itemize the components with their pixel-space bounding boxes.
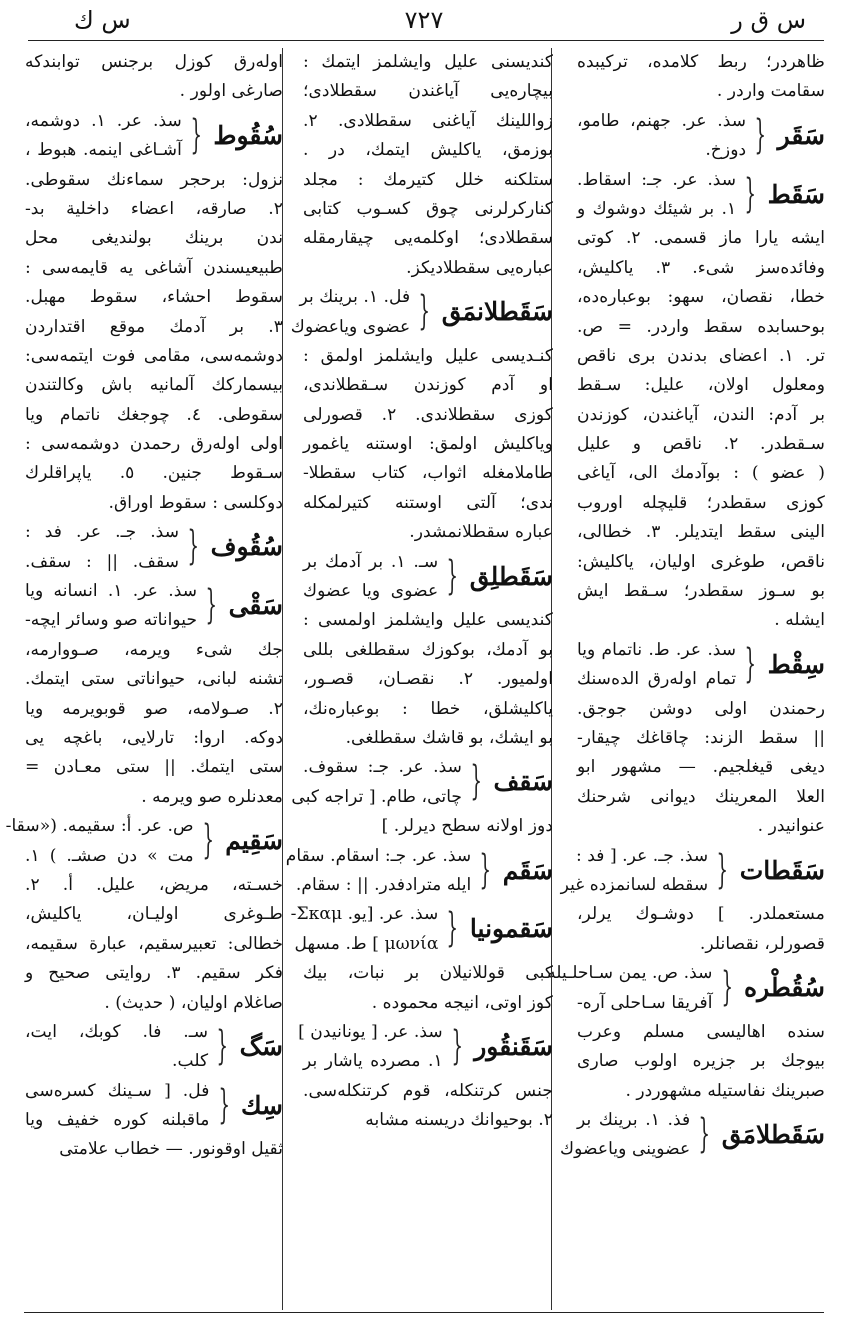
text-line: كنـديسی عليل وايشلمز اولمق : <box>303 345 553 366</box>
brace-mark: { <box>698 1111 711 1158</box>
dictionary-entry <box>577 636 825 695</box>
headword: سَقْی <box>228 591 283 621</box>
brace-mark: { <box>720 964 733 1011</box>
text-line: بيوجك بر جزيره اولوب صاری <box>577 1051 825 1072</box>
dictionary-entry <box>547 959 825 1018</box>
definition-line: سذ. عر. جـ: اسقاط. <box>577 169 737 190</box>
text-line: ٢. صـولامه، صو قوبويرمه ويا <box>25 698 283 719</box>
definition-line: فل. ١. برينك بر <box>299 287 411 308</box>
headword: سَقَنقُور <box>474 1031 553 1061</box>
text-line: نزول: برحجر سماءنك سقوطی. <box>25 169 283 190</box>
dictionary-entry <box>559 1106 825 1165</box>
headword: سَقَر <box>777 120 825 150</box>
text-line: صاغلام اوليان، ( حديث) . <box>104 992 283 1013</box>
entry-definition <box>560 842 709 901</box>
brace-mark: { <box>446 552 459 599</box>
text-line: ندن برينك بولنديغی محل <box>25 228 283 249</box>
definition-line: سذ. عر. جـ: سقوف. <box>303 757 463 778</box>
definition-line: سذ. عر. [ يونانيدن ] <box>298 1021 443 1042</box>
dictionary-entry <box>5 812 283 871</box>
definition-line: دوزخ. <box>705 140 747 161</box>
text-line: بر آدم: الندن، آياغندن، كوزندن <box>577 404 825 425</box>
entry-definition <box>25 1077 210 1136</box>
text-line: ناقص، طوغری اوليان، ياكليش: <box>577 551 825 572</box>
definition-line: فذ. ١. برينك بر <box>577 1110 691 1131</box>
text-line: طبيعيسندن آشاغی يه قايمه‌سی : <box>25 257 283 278</box>
definition-line: سذ. ص. يمن سـاحلـيله <box>547 963 713 984</box>
entry-definition <box>298 1018 443 1077</box>
text-line: عبارەيی سقطلاديكز. <box>406 257 553 278</box>
text-line: كناركرلرنی چوق كسـوب كتابی <box>303 198 553 219</box>
entry-definition <box>290 283 411 342</box>
entry-definition <box>577 107 746 166</box>
brace-mark: { <box>190 111 202 158</box>
entry-definition <box>25 1018 208 1077</box>
headword: سَقمونيا <box>469 914 553 944</box>
entry-definition <box>290 900 439 959</box>
headword: سَقَطات <box>739 855 825 885</box>
definition-line: ايله مترادفدر. || : سقام. <box>295 874 472 895</box>
text-line: بو سـوز سقطدر؛ سـقط ايش <box>577 581 825 602</box>
dictionary-entry <box>25 1018 283 1077</box>
definition-line: سقف. || : سقف. <box>25 551 180 572</box>
text-line: فكر سقيم. ٣. روايتی صحيح و <box>25 963 283 984</box>
text-line: خسـته، مريض، عليل. أ. ٢. <box>25 874 283 895</box>
text-line: بو ايشك، بو قاشك سقطلغی. <box>345 727 553 748</box>
definition-line: كلب. <box>172 1051 209 1072</box>
text-line: خطالی: تعبيرسقيم، عبارة سقيمه، <box>25 933 283 954</box>
definition-line: مت » دن صشـ. ) ١. <box>25 845 194 866</box>
text-line: جك شیء ويرمه، صـووارمه، <box>25 639 283 660</box>
text-line: طـوغری اوليـان، ياكليش، <box>25 904 283 925</box>
definition-line: سذ. جـ. عر. [ فد : <box>576 845 709 866</box>
brace-mark: { <box>418 288 431 335</box>
text-line: زواللينك آياغنی سقطلادی. ٢. <box>303 110 553 131</box>
brace-mark: { <box>446 905 459 952</box>
headword: سَقَط <box>767 179 825 209</box>
dictionary-entry <box>291 753 553 812</box>
headword: سَقَم <box>502 855 553 885</box>
text-line: معدنلره صو ويرمه . <box>141 786 283 807</box>
headword: سِك <box>240 1090 283 1120</box>
header-rule <box>28 40 824 41</box>
text-line: كبی قوللانيلان بر نبات، بيك <box>303 963 553 984</box>
definition-line: ١. بر شيئك دوشوك و <box>577 198 737 219</box>
text-line: وفائده‌سز شیء. ٣. ياكليش، <box>577 257 825 278</box>
brace-mark: { <box>216 1022 229 1069</box>
text-line: الينی سقط ايتديلر. ٣. خطالی، <box>577 522 825 543</box>
headword: سُقُوط <box>213 120 283 150</box>
definition-line: سذ. جـ. عر. فد : <box>25 522 180 543</box>
definition-line: حيواناته صو وسائر ايچه- <box>25 610 198 631</box>
brace-mark: { <box>754 111 767 158</box>
text-line: سنده اهاليسی مسلم وعرب <box>577 1021 825 1042</box>
definition-line: ١. مصرده ياشار بر <box>303 1051 443 1072</box>
text-line: ندی؛ آلتی اوستنه كتيرلمكله <box>303 492 553 513</box>
dictionary-entry <box>290 283 553 342</box>
column-right <box>547 48 825 1310</box>
brace-mark: { <box>205 582 218 629</box>
column-left <box>5 48 283 1310</box>
headword: سُقُوف <box>210 532 283 562</box>
text-line: ايشله . <box>774 610 825 631</box>
text-line: دوكه. اروا: تارلايی، باغچه يی <box>25 727 283 748</box>
brace-mark: { <box>202 817 214 864</box>
entry-definition <box>577 636 736 695</box>
dictionary-entry <box>25 577 283 636</box>
headword: سَقف <box>493 767 553 797</box>
text-line: ٢. صارقه، اعضاء داخلية بد- <box>25 198 283 219</box>
text-line: بوحسابده سقط واردر. = ص. <box>577 316 825 337</box>
entry-definition <box>559 1106 691 1165</box>
headword: سَقِيم <box>225 826 283 856</box>
text-line: كنديسنی عليل وايشلمز ايتمك : <box>303 52 553 72</box>
brace-mark: { <box>716 846 729 893</box>
definition-line: μωνία ] ط. مسهل <box>294 933 439 954</box>
definition-line: عضوينی وياعضوك <box>559 1139 691 1160</box>
text-line: تر. ١. اعضای بدندن بری ناقص <box>577 345 825 366</box>
brace-mark: { <box>451 1022 463 1069</box>
definition-line: عضوی وياعضوك <box>290 316 411 337</box>
text-line: ثقيل اوقونور. — خطاب علامتی <box>59 1139 283 1160</box>
text-line: ٢. بوحيوانك دريسنه مشابه <box>365 1110 553 1131</box>
text-line: || سقط الزند: چاقاغك چيقار- <box>577 727 825 748</box>
text-line: دوز اولانه سطح ديرلر. ] <box>381 816 553 837</box>
entry-definition <box>25 518 179 577</box>
text-line: عنوانيدر . <box>757 816 825 837</box>
text-line: دوكلسی : سقوط اوراق. <box>108 492 283 513</box>
definition-line: سذ. عر. [يو. Σκαμ- <box>290 904 439 925</box>
text-line: ستلكنه خلل كتيرمك : مجلد <box>303 169 553 190</box>
definition-line: سـ. فا. كوبك، ايت، <box>25 1021 209 1042</box>
headword: سَگ <box>239 1031 283 1061</box>
page-header <box>28 6 820 40</box>
dictionary-entry <box>25 1077 283 1136</box>
text-line: سقطلادی؛ اوكلمەيی چيقارمقله <box>303 228 553 249</box>
text-line: ديغی قيغلجيم. — مشهور ابو <box>577 757 825 778</box>
text-line: كنديسی عليل وايشلمز اولمسی : <box>303 610 553 631</box>
entry-definition <box>25 107 182 166</box>
dictionary-entry <box>303 548 553 607</box>
text-line: اولميور. ٢. نقصـان، قصـور، <box>303 669 553 690</box>
text-line: ايشه يارا ماز قسمی. ٢. كوتی <box>577 228 825 249</box>
definition-line: چاتی، طام. [ تراجه كبی <box>291 786 463 807</box>
headword: سَقَطلانمَق <box>441 297 553 327</box>
definition-line: عضوی ويا عضوك <box>303 581 439 602</box>
text-line: سقوط احشاء، سقوط مهبل. <box>25 287 283 308</box>
entry-definition <box>5 812 194 871</box>
dictionary-entry <box>25 107 283 166</box>
text-line: طاملامغله اثواب، كتاب سقطلا- <box>303 463 553 484</box>
text-line: صارغی اولور . <box>179 81 283 102</box>
text-line: سقامت واردر . <box>716 81 825 102</box>
text-line: جنس كرتنكله، قوم كرتنكله‌سی. <box>303 1080 553 1101</box>
headword: سُقُطْره <box>744 973 825 1003</box>
definition-line: سذ. عر. جهنم، طامو، <box>577 110 747 131</box>
dictionary-entry <box>577 107 825 166</box>
page-number: ٧٢٧ <box>404 6 444 34</box>
definition-line: آفريقا سـاحلی آره- <box>577 992 713 1013</box>
entry-definition <box>303 548 438 607</box>
definition-line: تمام اولەرق الدەسنك <box>577 669 737 690</box>
definition-line: آشـاغی اينمه. هبوط ، <box>25 140 182 161</box>
definition-line: سـ. ١. بر آدمك بر <box>303 551 439 572</box>
text-line: صبرينك نفاستيله مشهوردر . <box>625 1080 825 1101</box>
header-right-guide-letters: س ق ر <box>731 6 806 34</box>
column-middle <box>285 48 553 1310</box>
dictionary-entry <box>25 518 283 577</box>
definition-line: سذ. عر. ١. دوشمه، <box>25 110 182 131</box>
text-line: سـقوط جنين. ٥. ياپراقلرك <box>25 463 283 484</box>
header-left-guide-letters: س ك <box>74 6 131 34</box>
text-line: بو آدمك، بوكوزك سقطلغی بللی <box>303 639 553 660</box>
definition-line: ص. عر. أ: سقيمه. («سقا- <box>5 816 194 837</box>
brace-mark: { <box>744 640 757 687</box>
entry-definition <box>285 842 472 901</box>
text-line: مستعملدر. ] دوشـوك يرلر، <box>577 904 825 925</box>
text-line: كوز اوتی، انيجه محموده . <box>371 992 553 1013</box>
text-line: ظاهردر؛ ربط كلامده، تركيبده <box>577 52 825 72</box>
dictionary-entry <box>298 1018 553 1077</box>
brace-mark: { <box>470 758 482 805</box>
text-line: دوشمه‌سی، مقامی فوت ايتمه‌سی: <box>25 345 283 366</box>
text-line: ٣. بر آدمك موقع اقتداردن <box>25 316 283 337</box>
headword: سِقْط <box>767 649 825 679</box>
brace-mark: { <box>187 523 200 570</box>
brace-mark: { <box>479 846 492 893</box>
definition-line: سذ. عر. ١. انسانه ويا <box>25 581 198 602</box>
text-line: تشنه لبانی، حيواناتی ستی ايتمك. <box>25 669 283 690</box>
definition-line: فل. [ سـينك كسرەسی <box>25 1080 210 1101</box>
text-line: قصورلر، نقصانلر. <box>699 933 825 954</box>
footer-rule <box>24 1312 824 1313</box>
text-line: ستی ايتمك. || ستی معـادن = <box>25 757 283 778</box>
text-line: اولەرق كوزل برجنس توابندكه <box>25 52 283 72</box>
entry-definition <box>291 753 463 812</box>
text-line: بيسماركك آلمانيه باش وكالتندن <box>25 375 283 396</box>
text-line: سـقطدر. ٢. ناقص و عليل <box>577 434 825 455</box>
entry-definition <box>577 166 736 225</box>
text-line: رحمندن اولی دوشن جوجق. <box>577 698 825 719</box>
text-line: سقوطی. ٤. چوجغك ناتمام ويا <box>25 404 283 425</box>
text-line: عباره سقطلانمشدر. <box>409 522 553 543</box>
text-line: بوزمق، ياكليش ايتمك، در . <box>303 140 553 161</box>
headword: سَقَطلِق <box>469 561 553 591</box>
text-line: ومعلول اولان، عليل: سـقط <box>577 375 825 396</box>
dictionary-entry <box>290 900 553 959</box>
dictionary-entry <box>285 842 553 901</box>
brace-mark: { <box>744 170 757 217</box>
entry-definition <box>547 959 713 1018</box>
entry-definition <box>25 577 197 636</box>
brace-mark: { <box>217 1081 230 1128</box>
text-line: خطا، نقصان، سهو: بوعبارەده، <box>577 287 825 308</box>
text-line: ( عضو ) : بوآدمك الی، آياغی <box>577 463 825 484</box>
dictionary-entry <box>577 166 825 225</box>
definition-line: ماقبلنه كوره خفيف ويا <box>25 1110 210 1131</box>
text-line: كوزی سقطدر؛ قليچله اوروب <box>577 492 825 513</box>
text-line: ياكليشلق، خطا : بوعبارەنك، <box>303 698 553 719</box>
definition-line: سقطه لسانمزده غير <box>560 874 709 895</box>
text-line: اولی اولەرق رحمدن دوشمه‌سی : <box>25 434 283 455</box>
text-line: العلا المعرينك ديوانی شرحنك <box>577 786 825 807</box>
headword: سَقَطلامَق <box>721 1120 825 1150</box>
definition-line: سذ. عر. جـ: اسقام. سقام <box>285 845 472 866</box>
dictionary-entry <box>560 842 825 901</box>
text-line: وياكليش اولمق: اوستنه ياغمور <box>303 434 553 455</box>
definition-line: سذ. عر. ط. ناتمام ويا <box>577 639 737 660</box>
text-line: كوزی سقطلاندی. ٢. قصورلی <box>303 404 553 425</box>
text-line: او آدم كوزندن سـقطلاندی، <box>303 375 553 396</box>
text-line: بيچارەيی آياغندن سقطلادی؛ <box>303 81 553 102</box>
